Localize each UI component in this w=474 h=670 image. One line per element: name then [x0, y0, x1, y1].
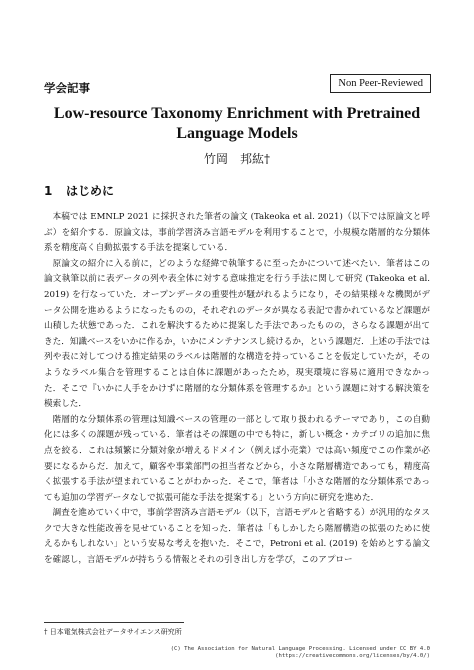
section-number: 1 [44, 184, 53, 198]
section-heading [44, 182, 114, 199]
paragraph: 調査を進めていく中で，事前学習済み言語モデル（以下，言語モデルと省略する）が汎用的なタスクで大きな性能改善を見せていることを知った．筆者は「もしかしたら階層構造の拡張のために使えるかもしれない」という安易な考えを抱いた．そこで，Petroni et al. (2019) を始めとする論文を確認し，言語モデルが持ちうる情報とそれの引き出し方を学び，このアプロー [44, 508, 430, 566]
body-text [44, 210, 430, 569]
paragraph: 階層的な分類体系の管理は知識ベースの管理の一部として取り扱われるテーマであり，この自動化には多くの課題が残っている．筆者はその課題の中でも特に，新しい概念・カテゴリの追加に焦点を絞る．これは頻繁に分類対象が増えるドメイン（例えば小売業）では高い頻度でこの作業が必要になるからだ．加えて，顧客や事業部門の担当者などから，小さな階層構造であっても，精度高く拡張する手法が望まれていることがわかった．そこで，筆者は「小さな階層的な分類体系であっても追加の学習データなしで拡張可能な手法を提案する」という方向に研究を進めた． [44, 414, 430, 503]
license-line-1: (C) The Association for Natural Language Processing. Licensed under CC BY 4.0 [170, 646, 430, 652]
paper-title [30, 104, 444, 144]
license-line-2: (https://creativecommons.org/licenses/by/4.0/) [275, 653, 430, 659]
footnote: † 日本電気株式会社データサイエンス研究所 [44, 628, 182, 636]
paragraph: 本稿では EMNLP 2021 に採択された筆者の論文 (Takeoka et al. 2021)（以下では原論文と呼ぶ）を紹介する．原論文は，事前学習済み言語モデルを利用することで，小規模な階層的な分類体系を精度高く自動拡張する手法を提案している． [44, 212, 430, 254]
section-title: はじめに [66, 184, 115, 198]
title-line-2: Language Models [176, 125, 298, 142]
title-line-1: Low-resource Taxonomy Enrichment with Pretrained [53, 105, 421, 122]
author-name: 竹岡 邦紘† [203, 152, 270, 166]
article-category: 学会記事 [44, 81, 90, 95]
paragraph: 原論文の紹介に入る前に，どのような経緯で執筆するに至ったかについて述べたい．筆者はこの論文執筆以前に表データの列や表全体に対する意味推定を行う手法に関して研究 (Takeoka et al. 2019) を行なっていた．オープンデータの重要性が騒がれるようになり，その結果様々な機関がデータ公開を進めるようになったものの，それぞれのデータが異なる表記で書かれているなど課題が山積した状態であった．これを解決するために提案した手法であったものの，さらなる課題が出てきた．知識ベースをいかに作るか，いかにメンテナンスし続けるか，という課題だ．上述の手法では列や表に対してつける推定結果のラベルは階層的な構造を持っていることを仮定していたが，そのようなラベル集合を管理することは自体に課題があったため，現実環境に容易に適用できなかった．そこで『いかに人手をかけずに階層的な分類体系を管理するか』という課題に対する解決策を模索した． [44, 258, 430, 410]
footnote-divider [44, 622, 184, 623]
license-notice [171, 646, 430, 660]
review-status-badge: Non Peer-Reviewed [330, 74, 431, 93]
